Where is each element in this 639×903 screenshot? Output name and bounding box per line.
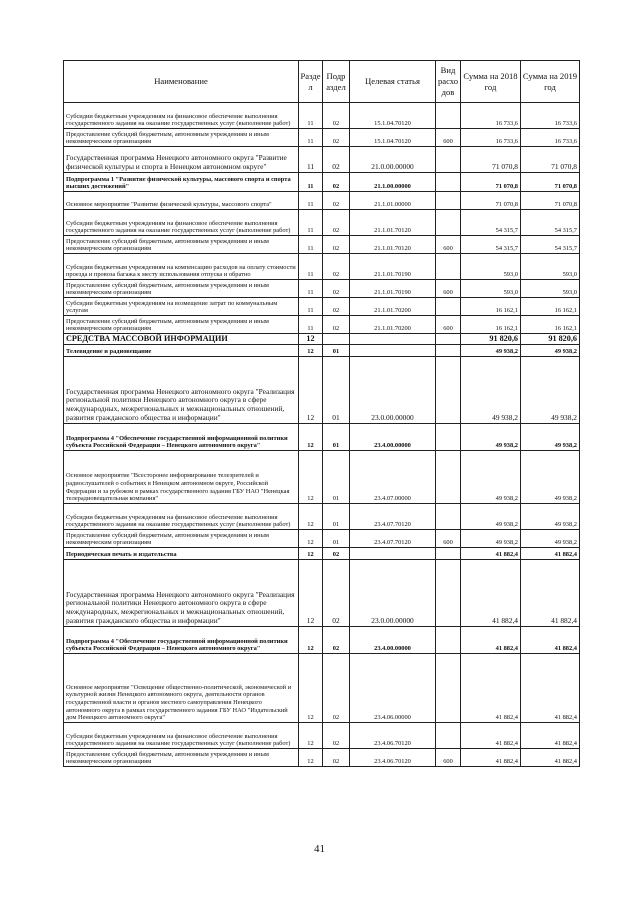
cell-article: 23.4.00.00000 [350, 424, 436, 451]
cell-section: 11 [299, 316, 323, 334]
cell-article: 23.4.07.70120 [350, 530, 436, 548]
cell-sum-2018: 16 733,6 [461, 129, 521, 147]
table-row [64, 298, 580, 316]
header-section: Разде л [299, 61, 323, 103]
header-sum-2019: Сумма на 2019 год [521, 61, 580, 103]
cell-article: 23.4.07.00000 [350, 451, 436, 504]
table-row [64, 424, 580, 451]
cell-subsection: 01 [323, 504, 350, 530]
cell-sum-2018: 16 733,6 [461, 103, 521, 129]
cell-section: 12 [299, 548, 323, 560]
cell-sum-2018: 54 315,7 [461, 236, 521, 254]
cell-expense-type: 600 [436, 236, 461, 254]
cell-expense-type [436, 560, 461, 627]
cell-article: 15.1.04.70120 [350, 129, 436, 147]
cell-section: 12 [299, 530, 323, 548]
cell-sum-2018: 71 070,8 [461, 192, 521, 210]
table-row [64, 192, 580, 210]
cell-sum-2018: 49 938,2 [461, 530, 521, 548]
header-expense-type: Вид расхо дов [436, 61, 461, 103]
cell-name: Периодическая печать и издательства [64, 548, 299, 560]
cell-section: 11 [299, 254, 323, 280]
cell-expense-type [436, 345, 461, 357]
cell-expense-type [436, 654, 461, 723]
cell-sum-2018: 41 882,4 [461, 723, 521, 749]
cell-sum-2018: 71 070,8 [461, 147, 521, 173]
cell-sum-2019: 49 938,2 [521, 530, 580, 548]
cell-name: Субсидии бюджетным учреждениям на финансовое обеспечение выполнения государственного задания на оказание государственных услуг (выполнение работ) [64, 504, 299, 530]
cell-sum-2019: 49 938,2 [521, 357, 580, 424]
cell-section: 12 [299, 334, 323, 345]
cell-article: 23.0.00.00000 [350, 560, 436, 627]
table-row [64, 504, 580, 530]
table-row [64, 236, 580, 254]
cell-subsection: 02 [323, 723, 350, 749]
header-article: Целевая статья [350, 61, 436, 103]
cell-article: 21.1.01.70120 [350, 210, 436, 236]
table-row [64, 345, 580, 357]
cell-subsection [323, 334, 350, 345]
cell-section: 12 [299, 723, 323, 749]
cell-section: 11 [299, 280, 323, 298]
cell-sum-2019: 49 938,2 [521, 451, 580, 504]
cell-expense-type [436, 723, 461, 749]
cell-expense-type [436, 451, 461, 504]
cell-expense-type [436, 254, 461, 280]
cell-sum-2018: 41 882,4 [461, 627, 521, 654]
cell-sum-2019: 41 882,4 [521, 548, 580, 560]
cell-subsection: 02 [323, 627, 350, 654]
cell-sum-2019: 49 938,2 [521, 504, 580, 530]
cell-expense-type: 600 [436, 129, 461, 147]
cell-section: 11 [299, 236, 323, 254]
cell-expense-type [436, 210, 461, 236]
cell-sum-2019: 71 070,8 [521, 147, 580, 173]
cell-section: 12 [299, 345, 323, 357]
cell-name: Основное мероприятие "Всесторонее информирование телезрителей и радиослушателей о событиях в Ненецком автономном округе, Российской Федерации и за рубежом в рамках государственного задания ГБУ НАО "Ненецкая телерадиовещательная компания" [64, 451, 299, 504]
cell-section: 12 [299, 749, 323, 767]
cell-article: 21.0.00.00000 [350, 147, 436, 173]
cell-article: 23.4.06.70120 [350, 749, 436, 767]
cell-subsection: 02 [323, 560, 350, 627]
cell-sum-2018: 41 882,4 [461, 654, 521, 723]
cell-article: 23.4.06.70120 [350, 723, 436, 749]
cell-expense-type [436, 334, 461, 345]
table-row [64, 451, 580, 504]
cell-subsection: 02 [323, 129, 350, 147]
table-row [64, 173, 580, 192]
cell-subsection: 01 [323, 357, 350, 424]
table-row [64, 316, 580, 334]
cell-expense-type [436, 192, 461, 210]
cell-article [350, 345, 436, 357]
cell-name: Предоставление субсидий бюджетным, автономным учреждениям и иным некоммерческим организациям [64, 280, 299, 298]
table-row [64, 254, 580, 280]
cell-article [350, 334, 436, 345]
table-row [64, 627, 580, 654]
cell-sum-2018: 54 315,7 [461, 210, 521, 236]
cell-subsection: 02 [323, 749, 350, 767]
cell-name: Предоставление субсидий бюджетным, автономным учреждениям и иным некоммерческим организациям [64, 129, 299, 147]
cell-sum-2018: 49 938,2 [461, 424, 521, 451]
cell-sum-2018: 49 938,2 [461, 504, 521, 530]
cell-subsection: 02 [323, 316, 350, 334]
cell-name: Подпрограмма 4 "Обеспечение государственной информационной политики субъекта Российской Федерации – Ненецкого автономного округа" [64, 627, 299, 654]
cell-section: 11 [299, 173, 323, 192]
cell-sum-2019: 91 820,6 [521, 334, 580, 345]
cell-subsection: 02 [323, 173, 350, 192]
cell-name: Субсидии бюджетным учреждениям на финансовое обеспечение выполнения государственного задания на оказание государственных услуг (выполнение работ) [64, 210, 299, 236]
cell-name: Телевидение и радиовещание [64, 345, 299, 357]
table-row [64, 334, 580, 345]
cell-section: 11 [299, 147, 323, 173]
table-row [64, 210, 580, 236]
cell-expense-type [436, 548, 461, 560]
cell-section: 12 [299, 424, 323, 451]
cell-name: Государственная программа Ненецкого автономного округа "Реализация региональной политики Ненецкого автономного округа в сфере международных, межрегиональных и межнациональных отношений, развития гражданского общества и информации" [64, 560, 299, 627]
cell-name: Субсидии бюджетным учреждениям на компенсацию расходов на оплату стоимости проезда и провоза багажа к месту использования отпуска и обратно [64, 254, 299, 280]
cell-subsection: 02 [323, 236, 350, 254]
cell-subsection: 02 [323, 280, 350, 298]
header-sum-2018: Сумма на 2018 год [461, 61, 521, 103]
cell-name: Субсидии бюджетным учреждениям на возмещение затрат по коммунальным услугам [64, 298, 299, 316]
cell-section: 11 [299, 103, 323, 129]
cell-sum-2019: 49 938,2 [521, 345, 580, 357]
cell-expense-type: 600 [436, 316, 461, 334]
cell-article: 23.4.00.00000 [350, 627, 436, 654]
header-name: Наименование [64, 61, 299, 103]
cell-sum-2019: 41 882,4 [521, 627, 580, 654]
cell-expense-type [436, 298, 461, 316]
cell-expense-type [436, 504, 461, 530]
cell-sum-2019: 16 733,6 [521, 103, 580, 129]
cell-expense-type [436, 147, 461, 173]
cell-article: 21.1.01.70120 [350, 236, 436, 254]
table-row [64, 654, 580, 723]
cell-sum-2018: 71 070,8 [461, 173, 521, 192]
cell-name: Предоставление субсидий бюджетным, автономным учреждениям и иным некоммерческим организациям [64, 749, 299, 767]
cell-sum-2018: 593,0 [461, 280, 521, 298]
cell-sum-2019: 41 882,4 [521, 749, 580, 767]
cell-name: Предоставление субсидий бюджетным, автономным учреждениям и иным некоммерческим организациям [64, 530, 299, 548]
cell-subsection: 02 [323, 254, 350, 280]
cell-sum-2019: 54 315,7 [521, 236, 580, 254]
cell-sum-2019: 593,0 [521, 280, 580, 298]
cell-section: 12 [299, 357, 323, 424]
cell-sum-2019: 16 162,1 [521, 316, 580, 334]
cell-section: 12 [299, 504, 323, 530]
cell-article: 23.4.07.70120 [350, 504, 436, 530]
cell-subsection: 02 [323, 192, 350, 210]
cell-sum-2018: 16 162,1 [461, 298, 521, 316]
cell-sum-2019: 71 070,8 [521, 173, 580, 192]
cell-name: Основное мероприятие "Развитие физической культуры, массового спорта" [64, 192, 299, 210]
cell-subsection: 02 [323, 654, 350, 723]
cell-sum-2018: 49 938,2 [461, 451, 521, 504]
cell-expense-type [436, 103, 461, 129]
cell-sum-2019: 41 882,4 [521, 654, 580, 723]
cell-expense-type: 600 [436, 749, 461, 767]
table-body [64, 103, 580, 767]
cell-section: 12 [299, 654, 323, 723]
cell-section: 11 [299, 210, 323, 236]
cell-article: 21.1.01.00000 [350, 192, 436, 210]
cell-sum-2018: 49 938,2 [461, 357, 521, 424]
cell-expense-type: 600 [436, 530, 461, 548]
cell-sum-2019: 16 733,6 [521, 129, 580, 147]
cell-sum-2019: 54 315,7 [521, 210, 580, 236]
table-row [64, 548, 580, 560]
cell-name: Государственная программа Ненецкого автономного округа "Реализация региональной политики Ненецкого автономного округа в сфере международных, межрегиональных и межнациональных отношений, развития гражданского общества и информации" [64, 357, 299, 424]
cell-sum-2019: 16 162,1 [521, 298, 580, 316]
cell-article: 21.1.01.70190 [350, 280, 436, 298]
cell-sum-2018: 41 882,4 [461, 548, 521, 560]
page-number: 41 [314, 843, 325, 855]
cell-expense-type [436, 627, 461, 654]
cell-sum-2019: 41 882,4 [521, 723, 580, 749]
cell-expense-type: 600 [436, 280, 461, 298]
cell-name: Подпрограмма 1 "Развитие физической культуры, массового спорта и спорта высших достижений" [64, 173, 299, 192]
cell-expense-type [436, 424, 461, 451]
cell-sum-2019: 41 882,4 [521, 560, 580, 627]
cell-section: 12 [299, 560, 323, 627]
cell-sum-2019: 593,0 [521, 254, 580, 280]
cell-sum-2018: 593,0 [461, 254, 521, 280]
cell-section: 11 [299, 192, 323, 210]
table-header-row [64, 61, 580, 103]
cell-subsection: 01 [323, 345, 350, 357]
cell-section: 12 [299, 627, 323, 654]
cell-name: Предоставление субсидий бюджетным, автономным учреждениям и иным некоммерческим организациям [64, 316, 299, 334]
cell-section: 11 [299, 298, 323, 316]
cell-subsection: 02 [323, 210, 350, 236]
cell-subsection: 02 [323, 548, 350, 560]
cell-name: Государственная программа Ненецкого автономного округа "Развитие физической культуры и спорта в Ненецком автономном округе" [64, 147, 299, 173]
cell-article: 15.1.04.70120 [350, 103, 436, 129]
cell-name: Субсидии бюджетным учреждениям на финансовое обеспечение выполнения государственного задания на оказание государственных услуг (выполнение работ) [64, 723, 299, 749]
cell-expense-type [436, 357, 461, 424]
header-subsection: Подр аздел [323, 61, 350, 103]
cell-subsection: 02 [323, 103, 350, 129]
table-row [64, 723, 580, 749]
cell-article [350, 548, 436, 560]
cell-name: Основное мероприятие "Освещение общественно-политической, экономической и культурной жизни Ненецкого автономного округа, деятельности органов государственной власти и органов местного самоуправления Ненецкого автономного округа в рамках государственного задания ГБУ НАО "Издательский дом Ненецкого автономного округа" [64, 654, 299, 723]
cell-article: 23.4.06.00000 [350, 654, 436, 723]
cell-sum-2018: 41 882,4 [461, 749, 521, 767]
cell-expense-type [436, 173, 461, 192]
cell-section: 12 [299, 451, 323, 504]
cell-article: 21.1.01.70200 [350, 298, 436, 316]
cell-subsection: 01 [323, 530, 350, 548]
cell-article: 21.1.01.70190 [350, 254, 436, 280]
cell-sum-2019: 71 070,8 [521, 192, 580, 210]
cell-subsection: 02 [323, 147, 350, 173]
cell-article: 21.1.01.70200 [350, 316, 436, 334]
table-row [64, 749, 580, 767]
cell-sum-2018: 49 938,2 [461, 345, 521, 357]
table-row [64, 357, 580, 424]
cell-section: 11 [299, 129, 323, 147]
cell-name: Субсидии бюджетным учреждениям на финансовое обеспечение выполнения государственного задания на оказание государственных услуг (выполнение работ) [64, 103, 299, 129]
table-row [64, 560, 580, 627]
table-row [64, 147, 580, 173]
cell-subsection: 02 [323, 298, 350, 316]
cell-sum-2018: 91 820,6 [461, 334, 521, 345]
table-row [64, 530, 580, 548]
cell-article: 21.1.00.00000 [350, 173, 436, 192]
cell-article: 23.0.00.00000 [350, 357, 436, 424]
table-row [64, 103, 580, 129]
table-row [64, 129, 580, 147]
cell-subsection: 01 [323, 424, 350, 451]
table-row [64, 280, 580, 298]
cell-sum-2018: 16 162,1 [461, 316, 521, 334]
cell-name: СРЕДСТВА МАССОВОЙ ИНФОРМАЦИИ [64, 334, 299, 345]
budget-table [63, 60, 580, 767]
cell-subsection: 01 [323, 451, 350, 504]
cell-sum-2018: 41 882,4 [461, 560, 521, 627]
cell-name: Предоставление субсидий бюджетным, автономным учреждениям и иным некоммерческим организациям [64, 236, 299, 254]
cell-name: Подпрограмма 4 "Обеспечение государственной информационной политики субъекта Российской Федерации – Ненецкого автономного округа" [64, 424, 299, 451]
cell-sum-2019: 49 938,2 [521, 424, 580, 451]
